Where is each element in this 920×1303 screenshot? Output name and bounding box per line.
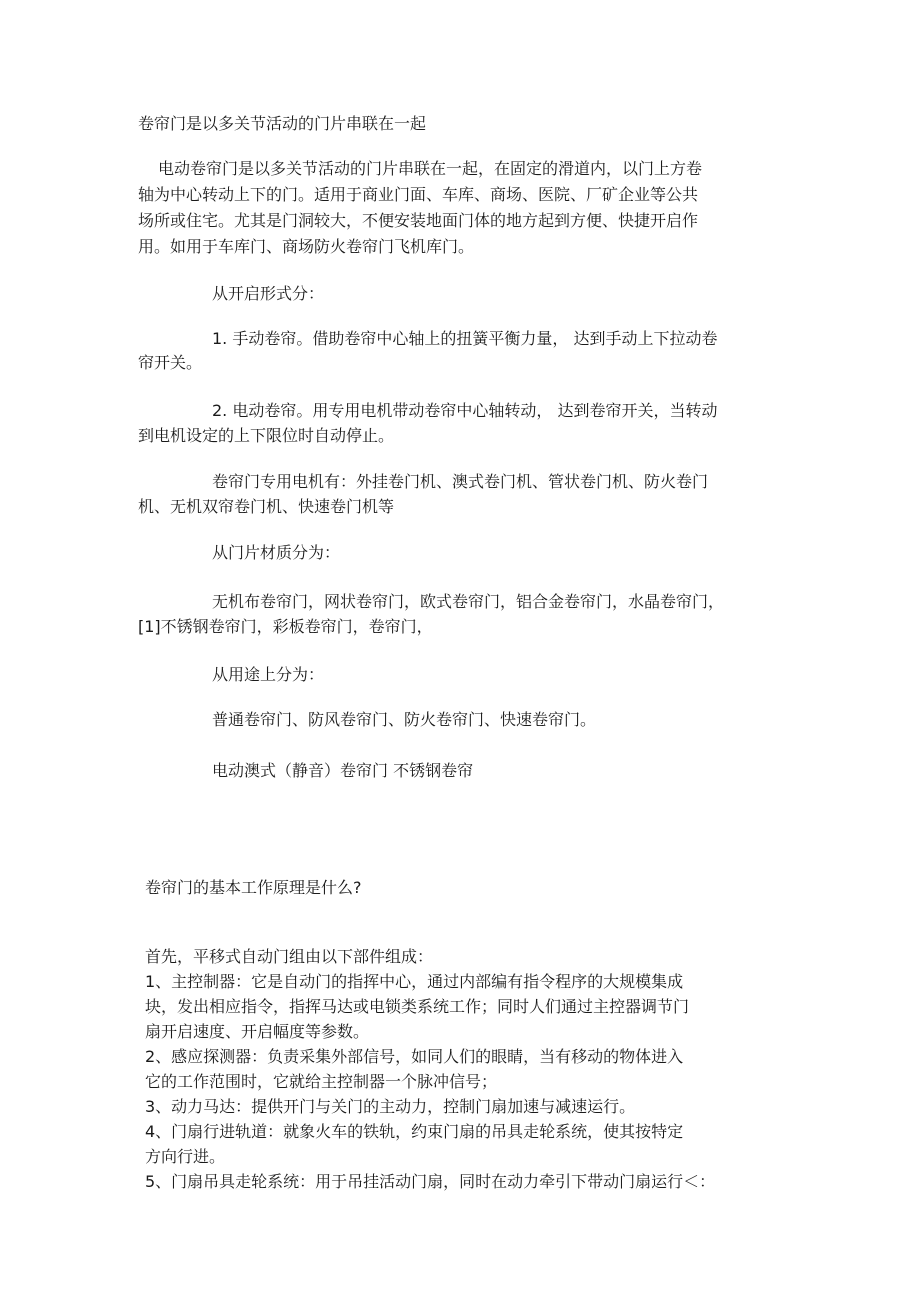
component-line: 4、门扇行进轨道：就象火车的铁轨，约束门扇的吊具走轮系统，使其按特定 <box>145 1122 684 1141</box>
component-line: 方向行进。 <box>145 1147 226 1166</box>
usage-heading: 从用途上分为： <box>212 665 325 684</box>
component-line: 5、门扇吊具走轮系统：用于吊挂活动门扇，同时在动力牵引下带动门扇运行＜： <box>145 1172 716 1191</box>
intro-line: 电动卷帘门是以多关节活动的门片串联在一起，在固定的滑道内，以门上方卷 <box>158 159 703 178</box>
component-line: 它的工作范围时，它就给主控制器一个脉冲信号； <box>145 1072 498 1091</box>
intro-line: 场所或住宅。尤其是门洞较大，不便安装地面门体的地方起到方便、快捷开启作 <box>138 211 699 230</box>
motors-line: 机、无机双帘卷门机、快速卷门机等 <box>138 497 395 516</box>
question-heading: 卷帘门的基本工作原理是什么? <box>145 878 362 897</box>
extra-line: 电动澳式（静音）卷帘门 不锈钢卷帘 <box>212 761 474 780</box>
component-line: 3、动力马达：提供开门与关门的主动力，控制门扇加速与减速运行。 <box>145 1097 636 1116</box>
manual-line: 1. 手动卷帘。借助卷帘中心轴上的扭簧平衡力量， 达到手动上下拉动卷 <box>212 329 718 348</box>
electric-line: 2. 电动卷帘。用专用电机带动卷帘中心轴转动， 达到卷帘开关，当转动 <box>212 401 718 420</box>
components-intro: 首先，平移式自动门组由以下部件组成： <box>145 947 434 966</box>
electric-line: 到电机设定的上下限位时自动停止。 <box>138 426 395 445</box>
motors-line: 卷帘门专用电机有：外挂卷门机、澳式卷门机、管状卷门机、防火卷门 <box>212 472 709 491</box>
component-line: 扇开启速度、开启幅度等参数。 <box>145 1022 370 1041</box>
material-heading: 从门片材质分为： <box>212 543 341 562</box>
component-line: 2、感应探测器：负责采集外部信号，如同人们的眼睛，当有移动的物体进入 <box>145 1047 684 1066</box>
component-line: 块，发出相应指令，指挥马达或电锁类系统工作；同时人们通过主控器调节门 <box>145 997 690 1016</box>
open-form-heading: 从开启形式分： <box>212 284 325 303</box>
intro-line: 用。如用于车库门、商场防火卷帘门飞机库门。 <box>138 237 475 256</box>
usage-line: 普通卷帘门、防风卷帘门、防火卷帘门、快速卷帘门。 <box>212 710 597 729</box>
materials-line: 无机布卷帘门，网状卷帘门，欧式卷帘门，铝合金卷帘门，水晶卷帘门， <box>212 592 725 611</box>
materials-line: [1]不锈钢卷帘门，彩板卷帘门，卷帘门， <box>138 617 433 636</box>
component-line: 1、主控制器：它是自动门的指挥中心，通过内部编有指令程序的大规模集成 <box>145 972 684 991</box>
manual-line: 帘开关。 <box>138 353 203 372</box>
section-title: 卷帘门是以多关节活动的门片串联在一起 <box>138 114 427 133</box>
intro-line: 轴为中心转动上下的门。适用于商业门面、车库、商场、医院、厂矿企业等公共 <box>138 185 699 204</box>
